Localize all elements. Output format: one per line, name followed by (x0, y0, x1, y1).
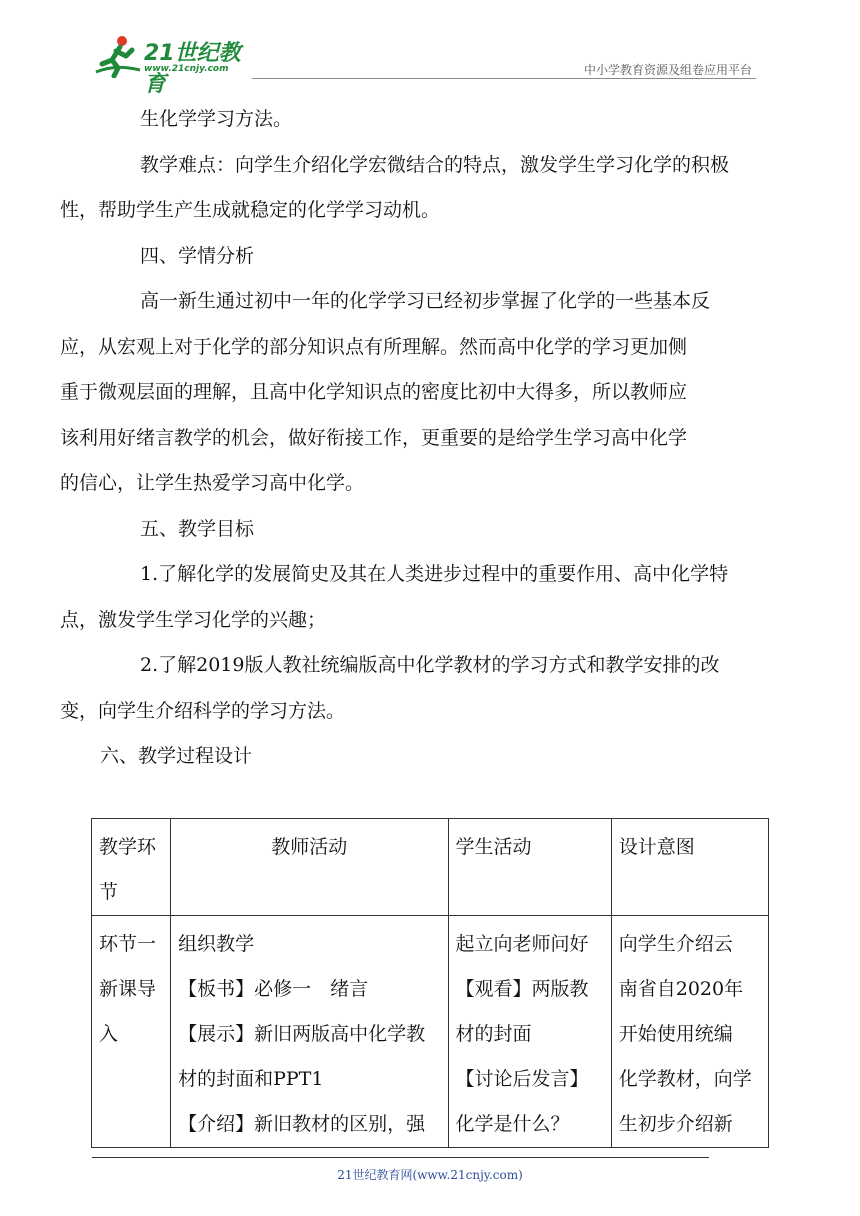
text-line: 该利用好绪言教学的机会，做好衔接工作，更重要的是给学生学习高中化学 (60, 426, 688, 449)
page-header (92, 30, 756, 97)
table-header-row (92, 819, 769, 916)
cell-line: 化学教材，向学 (618, 1068, 752, 1090)
table-cell (171, 916, 448, 1148)
paragraph (100, 97, 766, 143)
text-line: 重于微观层面的理解，且高中化学知识点的密度比初中大得多，所以教师应 (60, 381, 688, 403)
cell-line: 生初步介绍新 (618, 1113, 733, 1135)
section-heading (100, 234, 766, 280)
cell-line: 入 (99, 1023, 119, 1045)
section-heading (100, 507, 766, 553)
cell-line: 新课导 (99, 978, 157, 1000)
cell-line: 教师活动 (271, 836, 348, 858)
header-cell-stage (92, 819, 171, 916)
text-line: 应，从宏观上对于化学的部分知识点有所理解。然而高中化学的学习更加侧 (60, 335, 688, 358)
running-figure-icon (92, 34, 144, 78)
cell-line: 开始使用统编 (618, 1023, 733, 1045)
text-line: 生化学学习方法。 (140, 108, 293, 130)
text-line: 六、教学过程设计 (100, 745, 253, 767)
cell-line: 【展示】新旧两版高中化学教 (178, 1023, 426, 1045)
paragraph (60, 643, 766, 734)
text-line: 教学难点：向学生介绍化学宏微结合的特点，激发学生学习化学的积极 (140, 153, 730, 176)
table-cell (448, 916, 611, 1148)
cell-line: 节 (99, 881, 119, 903)
text-line: 高一新生通过初中一年的化学学习已经初步掌握了化学的一些基本反 (140, 290, 711, 312)
text-line: 五、教学目标 (140, 517, 255, 540)
paragraph (60, 143, 766, 234)
header-divider (252, 78, 756, 79)
footer-divider (92, 1157, 709, 1158)
table-cell (92, 916, 171, 1148)
text-line: 四、学情分析 (140, 244, 255, 267)
text-line: 点，激发学生学习化学的兴趣； (60, 608, 327, 631)
cell-line: 设计意图 (618, 836, 695, 858)
table-cell (611, 916, 768, 1148)
text-line: 变，向学生介绍科学的学习方法。 (60, 699, 346, 722)
platform-tagline: 中小学教育资源及组卷应用平台 (583, 63, 752, 77)
cell-line: 起立向老师问好 (455, 933, 589, 955)
cell-line: 教学环 (99, 836, 157, 858)
cell-line: 【观看】两版教 (455, 978, 589, 1000)
cell-line: 化学是什么？ (455, 1113, 570, 1135)
cell-line: 材的封面和PPT1 (178, 1068, 324, 1090)
cell-line: 【讨论后发言】 (455, 1068, 589, 1090)
logo-text: 21世纪教育 (144, 41, 241, 97)
cell-line: 材的封面 (455, 1023, 532, 1045)
cell-line: 环节一 (99, 933, 157, 955)
cell-line: 【介绍】新旧教材的区别，强 (178, 1113, 426, 1135)
text-line: 1.了解化学的发展简史及其在人类进步过程中的重要作用、高中化学特 (140, 563, 729, 585)
cell-line: 【板书】必修一 绪言 (178, 978, 369, 1000)
logo-url: www.21cnjy.com (144, 64, 229, 74)
cell-line: 向学生介绍云 (618, 933, 733, 955)
table-row (92, 916, 769, 1148)
lesson-design-table (91, 818, 769, 1148)
page-footer: 21世纪教育网(www.21cnjy.com) (337, 1168, 523, 1182)
text-line: 性，帮助学生产生成就稳定的化学学习动机。 (60, 199, 441, 221)
paragraph (60, 279, 766, 507)
paragraph (60, 552, 766, 643)
section-heading (100, 734, 766, 780)
text-line: 的信心，让学生热爱学习高中化学。 (60, 472, 365, 494)
cell-line: 南省自2020年 (618, 978, 744, 1000)
cell-line: 学生活动 (455, 836, 532, 858)
cell-line: 组织教学 (178, 933, 255, 955)
header-cell-teacher (171, 819, 448, 916)
header-cell-student (448, 819, 611, 916)
header-cell-intent (611, 819, 768, 916)
site-logo (92, 34, 262, 97)
text-line: 2.了解2019版人教社统编版高中化学教材的学习方式和教学安排的改 (140, 654, 720, 676)
document-body (60, 97, 766, 780)
